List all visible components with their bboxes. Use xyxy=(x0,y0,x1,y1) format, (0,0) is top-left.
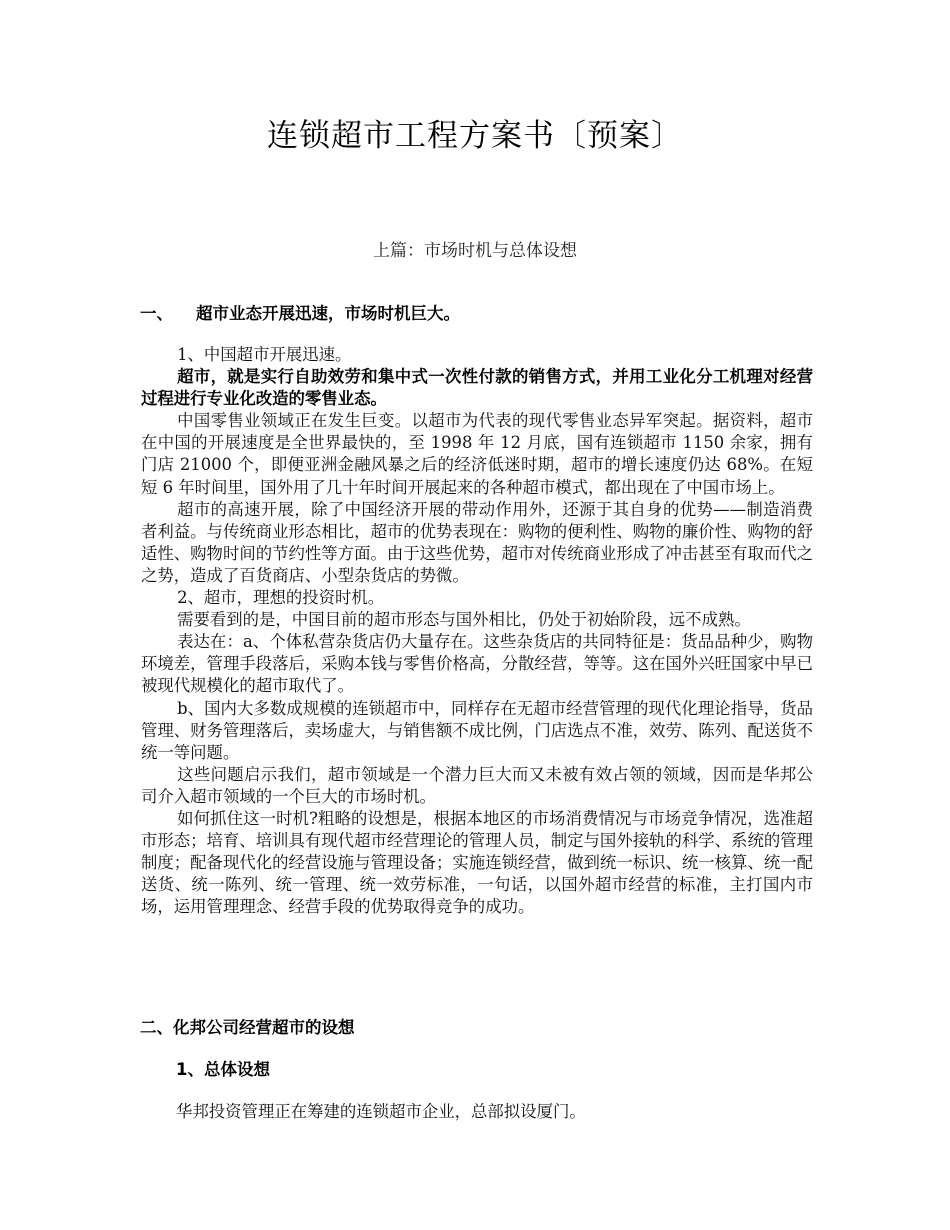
paragraph: 1、中国超市开展迅速。 xyxy=(177,345,352,364)
paragraph: 超市的高速开展，除了中国经济开展的带动作用外，还源于其自身的优势——制造消费者利益。与传统商业形态相比，超市的优势表现在：购物的便利性、购物的廉价性、购物的舒适性、购物时间的节约性等方面。由于这些优势，超市对传统商业形成了冲击甚至有取而代之之势，造成了百货商店、小型杂货店的势微。 xyxy=(141,499,814,585)
section-1-title: 超市业态开展迅速，市场时机巨大。 xyxy=(196,304,460,323)
section-2-subheading: 1、总体设想 xyxy=(176,1060,270,1079)
document-subtitle: 上篇：市场时机与总体设想 xyxy=(373,241,577,261)
paragraph: 2、超市，理想的投资时机。 xyxy=(177,588,385,608)
section-1-heading xyxy=(140,300,460,324)
paragraph-definition: 超市，就是实行自助效劳和集中式一次性付款的销售方式，并用工业化分工机理对经营过程进行专业化改造的零售业态。 xyxy=(141,367,813,409)
paragraph: 如何抓住这一时机?粗略的设想是，根据本地区的市场消费情况与市场竞争情况，选准超市形态；培育、培训具有现代超市经营理论的管理人员，制定与国外接轨的科学、系统的管理制度；配备现代化的经营设施与管理设备；实施连锁经营，做到统一标识、统一核算、统一配送货、统一陈列、统一管理、统一效劳标准，一句话，以国外超市经营的标准，主打国内市场，运用管理理念、经营手段的优势取得竞争的成功。 xyxy=(141,808,814,917)
paragraph: b、国内大多数成规模的连锁超市中，同样存在无超市经营管理的现代化理论指导，货品管理、财务管理落后，卖场虚大，与销售额不成比例，门店选点不准，效劳、陈列、配送货不统一等问题。 xyxy=(141,698,814,762)
paragraph: 中国零售业领域正在发生巨变。以超市为代表的现代零售业态异军突起。据资料，超市在中国的开展速度是全世界最快的，至 1998 年 12 月底，国有连锁超市 1150 余家，拥有门店 21000 个，即便亚洲金融风暴之后的经济低迷时期，超市的增长速度仍达 68%。在短短 6 年时间里，国外用了几十年时间开展起来的各种超市模式，都出现在了中国市场上。 xyxy=(141,411,813,497)
section-2-text: 华邦投资管理正在筹建的连锁超市企业，总部拟设厦门。 xyxy=(176,1102,586,1121)
section-2-heading: 二、化邦公司经营超市的设想 xyxy=(140,1018,355,1037)
section-1-body xyxy=(141,344,813,918)
paragraph: 表达在：a、个体私营杂货店仍大量存在。这些杂货店的共同特征是：货品品种少，购物环境差，管理手段落后，采购本钱与零售价格高，分散经营，等等。这在国外兴旺国家中早已被现代规模化的超市取代了。 xyxy=(141,632,814,696)
section-1-number: 一、 xyxy=(140,304,173,323)
paragraph: 需要看到的是，中国目前的超市形态与国外相比，仍处于初始阶段，远不成熟。 xyxy=(177,610,751,630)
paragraph: 这些问题启示我们，超市领域是一个潜力巨大而又未被有效占领的领域，因而是华邦公司介入超市领域的一个巨大的市场时机。 xyxy=(141,764,813,806)
document-title: 连锁超市工程方案书〔预案〕 xyxy=(267,118,683,154)
